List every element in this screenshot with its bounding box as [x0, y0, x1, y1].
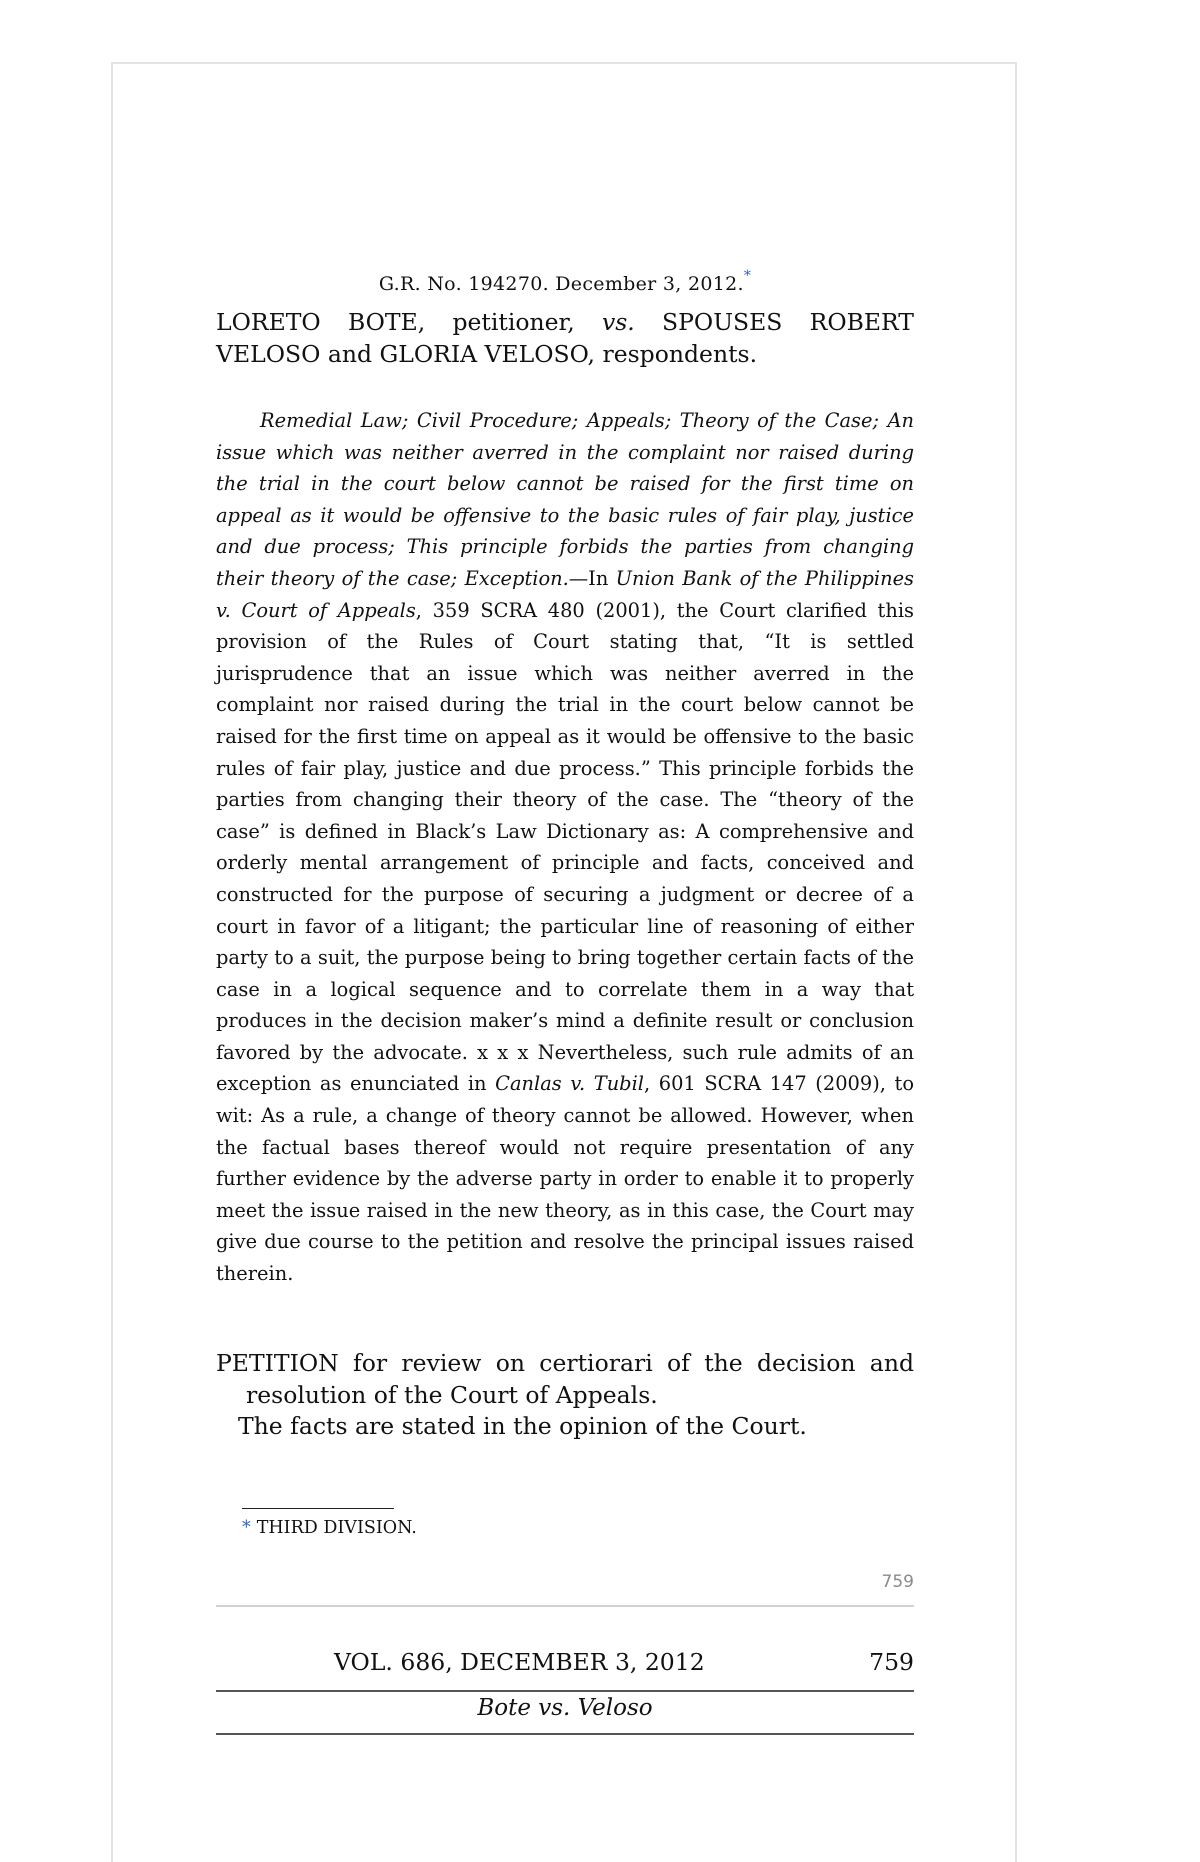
running-head-subtitle: Bote vs. Veloso [477, 1695, 653, 1721]
running-head-page: 759 [869, 1648, 914, 1676]
case-number [216, 268, 914, 295]
party-word: LORETO [216, 308, 321, 336]
footnote [242, 1518, 417, 1538]
running-head-rule-bottom [216, 1733, 914, 1735]
party-word: ROBERT [809, 308, 914, 336]
petition-statement: PETITION for review on certiorari of the decision and resolution of the Court of Appeals. [216, 1349, 914, 1409]
footnote-text: THIRD DIVISION. [256, 1518, 417, 1538]
syllabus-paragraph [216, 405, 914, 1290]
facts-statement: The facts are stated in the opinion of the Court. [238, 1412, 807, 1440]
parties-line-2: VELOSO and GLORIA VELOSO, respondents. [216, 340, 758, 368]
party-word: BOTE, [347, 308, 426, 336]
footnote-ref[interactable]: * [743, 268, 752, 284]
running-head-title: VOL. 686, DECEMBER 3, 2012 [334, 1648, 705, 1676]
party-word: petitioner, [452, 308, 575, 336]
page-number-small: 759 [881, 1572, 914, 1592]
parties-line-1 [216, 306, 914, 338]
footnote-divider [242, 1508, 394, 1509]
running-head-rule-top [216, 1690, 914, 1692]
syllabus-text: , 601 SCRA 147 (2009), to wit: As a rule, a change of theory cannot be allowed. However, when the factual bases thereof would not require presentation of any further evidence by the adverse party in order to enable it to properly meet the issue raised in the new theory, as in this case, the Court may give due course to the petition and resolve the principal issues raised therein. [216, 1072, 914, 1286]
case-number-text: G.R. No. 194270. December 3, 2012. [378, 273, 744, 295]
syllabus-headnote: Remedial Law; Civil Procedure; Appeals; Theory of the Case; An issue which was neither averred in the complaint nor raised during the trial in the court below cannot be raised for the first time on appeal as it would be offensive to the basic rules of fair play, justice and due process; This principle forbids the parties from changing their theory of the case; Exception. [216, 409, 914, 590]
case-citation: Union Bank of the Philippines v. Court of Appeals [216, 566, 914, 622]
party-word: SPOUSES [662, 308, 783, 336]
footnote-marker[interactable]: * [242, 1518, 251, 1538]
syllabus-text: , 359 SCRA 480 (2001), the Court clarified this provision of the Rules of Court stating that, “It is settled jurisprudence that an issue which was neither averred in the complaint nor raised during the trial in the court below cannot be raised for the first time on appeal as it would be offensive to the basic rules of fair play, justice and due process.” This principle forbids the parties from changing their theory of the case. The “theory of the case” is defined in Black’s Law Dictionary as: A comprehensive and orderly mental arrangement of principle and facts, conceived and constructed for the purpose of securing a judgment or decree of a court in favor of a litigant; the particular line of reasoning of either party to a suit, the purpose being to bring together certain facts of the case in a logical sequence and to correlate them in a way that produces in the decision maker’s mind a definite result or conclusion favored by the advocate. x x x Nevertheless, such rule admits of an exception as enunciated in [216, 598, 914, 1096]
case-citation: Canlas v. Tubil [495, 1072, 644, 1096]
parties-caption [216, 306, 914, 370]
page-separator [216, 1605, 914, 1607]
syllabus-dash: —In [568, 566, 616, 590]
party-word-vs: vs. [601, 308, 635, 336]
